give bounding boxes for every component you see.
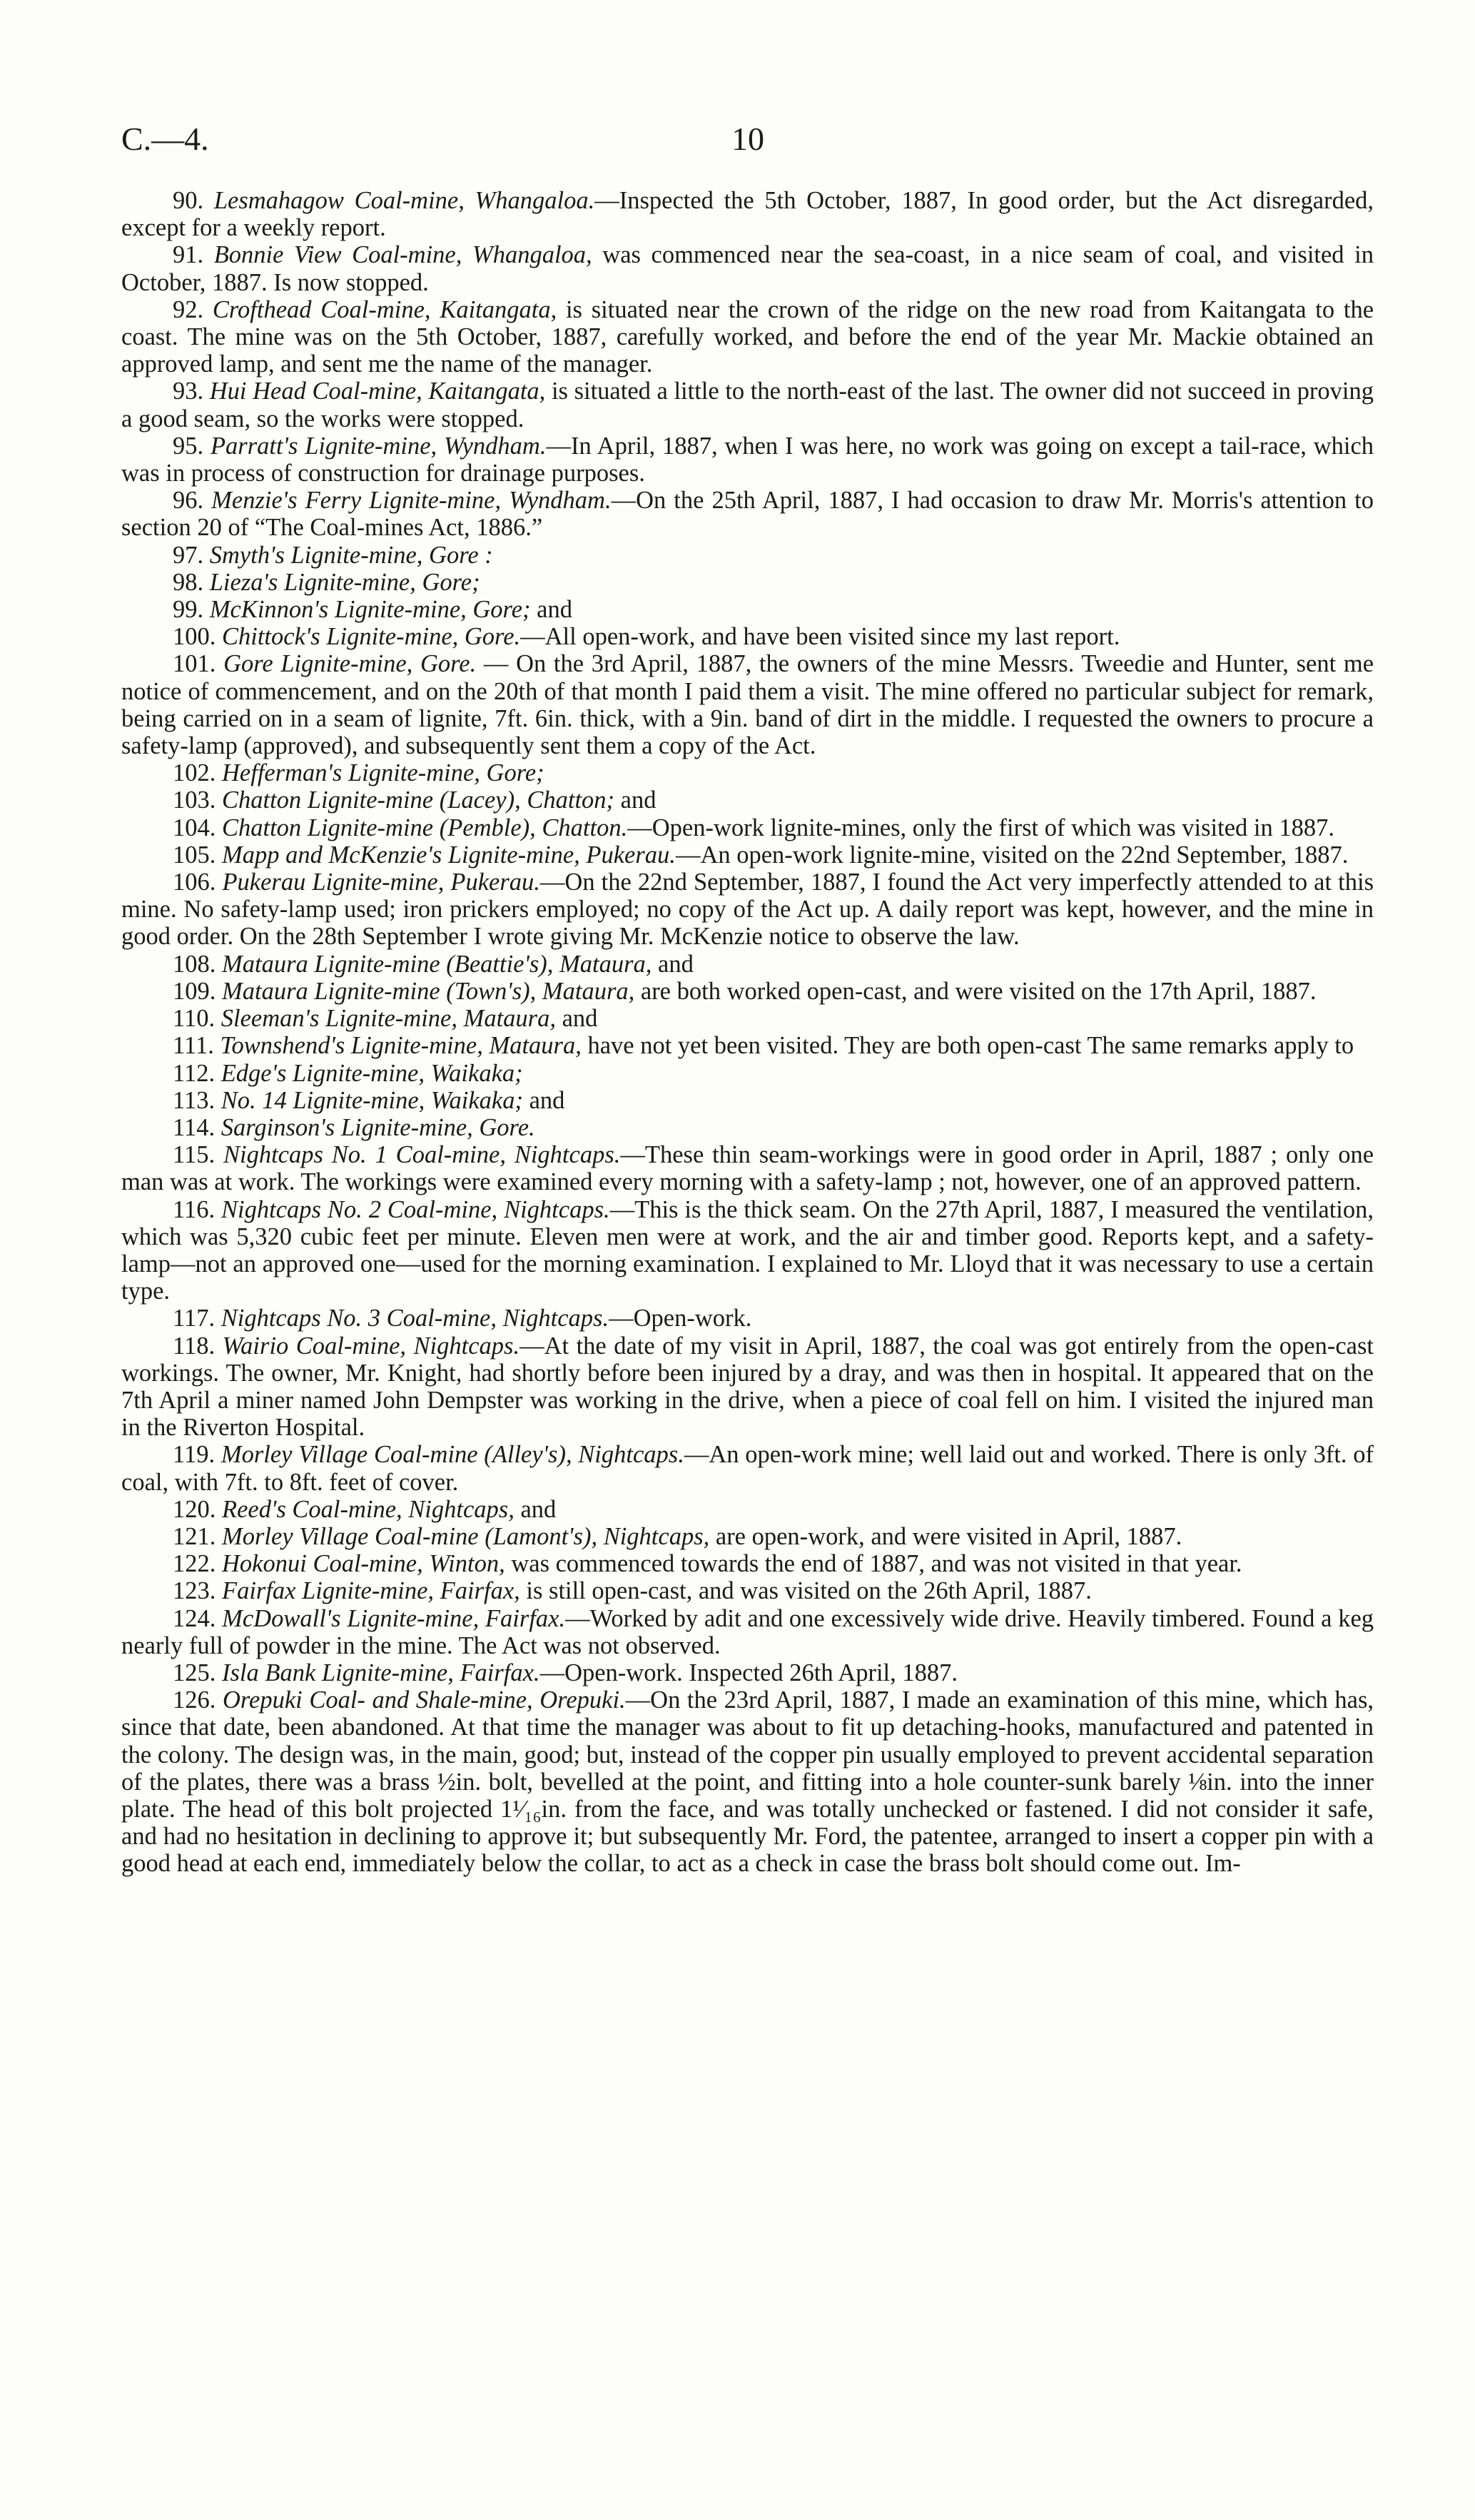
paragraph-number: 101. <box>173 650 216 678</box>
paragraph-text: is situated a little to the north-east of the last. The owner did not succeed in proving a good seam, so the works were stopped. <box>121 378 1374 432</box>
paragraph <box>121 841 1374 869</box>
mine-title: Lesmahagow Coal-mine, Whangaloa. <box>213 187 595 214</box>
paragraph-number: 98. <box>173 568 204 596</box>
mine-title: Wairio Coal-mine, Nightcaps. <box>222 1332 520 1360</box>
paragraph <box>121 1060 1374 1087</box>
paragraph-text: —This is the thick seam. On the 27th April, 1887, I measured the ventilation, which was 5,320 cubic feet per minute. Eleven men were at work, and the air and timber good. Reports kept, and a safety-lamp—not an approved one—used for the morning examination. I explained to Mr. Lloyd that it was necessary to use a certain type. <box>121 1195 1374 1305</box>
mine-title: Nightcaps No. 3 Coal-mine, Nightcaps. <box>221 1305 609 1332</box>
paragraph-text: and <box>652 950 694 978</box>
paragraph-number: 121. <box>173 1522 216 1550</box>
paragraph-text: —On the 23rd April, 1887, I made an examination of this mine, which has, since that date, been abandoned. At that time the manager was about to fit up detaching-hooks, manufactured and patented in the colony. The design was, in the main, good; but, instead of the copper pin usually employed to prevent accidental separation of the plates, there was a brass ½in. bolt, bevelled at the point, and fitting into a hole counter-sunk barely ⅛in. into the inner plate. The head of this bolt projected 1¹⁄₁₆in. from the face, and was totally unchecked or fastened. I did not consider it safe, and had no hesitation in declining to approve it; but subsequently Mr. Ford, the patentee, arranged to insert a copper pin with a good head at each end, immediately below the collar, to act as a check in case the brass bolt should come out. Im- <box>121 1686 1374 1878</box>
paragraph-number: 105. <box>173 841 216 869</box>
paragraph-text: —These thin seam-workings were in good order in April, 1887 ; only one man was at work. The workings were examined every morning with a safety-lamp ; not, however, one of an approved pattern. <box>121 1141 1374 1196</box>
mine-title: Parratt's Lignite-mine, Wyndham. <box>210 432 547 460</box>
paragraph-text: —All open-work, and have been visited since my last report. <box>520 623 1120 651</box>
paragraph-number: 119. <box>173 1441 216 1469</box>
paragraph-number: 118. <box>173 1332 216 1360</box>
mine-title: No. 14 Lignite-mine, Waikaka; <box>221 1086 523 1114</box>
paragraph <box>121 786 1374 814</box>
paragraph-number: 92. <box>173 295 204 323</box>
paragraph <box>121 1686 1374 1877</box>
paragraph-number: 108. <box>173 950 216 978</box>
mine-title: Reed's Coal-mine, Nightcaps, <box>222 1495 515 1523</box>
paragraph-number: 91. <box>173 241 204 269</box>
paragraph-text: was commenced near the sea-coast, in a nice seam of coal, and visited in October, 1887. Is now stopped. <box>121 241 1374 296</box>
paragraph-number: 112. <box>173 1059 216 1087</box>
paragraph-text: is still open-cast, and was visited on the 26th April, 1887. <box>519 1577 1092 1605</box>
paragraph-number: 99. <box>173 596 204 624</box>
paragraph-text: —On the 22nd September, 1887, I found the Act very imperfectly attended to at this mine. No safety-lamp used; iron prickers employed; no copy of the Act up. A daily report was kept, however, and the mine in good order. On the 28th September I wrote giving Mr. McKenzie notice to observe the law. <box>121 869 1374 951</box>
paragraph-text: are open-work, and were visited in April, 1887. <box>709 1522 1182 1550</box>
mine-title: Orepuki Coal- and Shale-mine, Orepuki. <box>222 1686 626 1714</box>
paragraph <box>121 187 1374 241</box>
paragraph-text: —In April, 1887, when I was here, no work was going on except a tail-race, which was in process of construction for drainage purposes. <box>121 432 1374 487</box>
mine-title: Hui Head Coal-mine, Kaitangata, <box>209 378 546 405</box>
paragraph <box>121 1496 1374 1523</box>
paragraph <box>121 1659 1374 1686</box>
mine-title: Sarginson's Lignite-mine, Gore. <box>221 1113 535 1141</box>
mine-title: Morley Village Coal-mine (Alley's), Nightcaps. <box>221 1441 684 1469</box>
paragraph-text: —At the date of my visit in April, 1887, the coal was got entirely from the open-cast workings. The owner, Mr. Knight, had shortly before been injured by a dray, and was then in hospital. It appeared that on the 7th April a miner named John Dempster was working in the drive, when a piece of coal fell on him. I visited the injured man in the Riverton Hospital. <box>121 1332 1374 1442</box>
mine-title: Hokonui Coal-mine, Winton, <box>222 1550 505 1578</box>
paragraph-text: is situated near the crown of the ridge on the new road from Kaitangata to the coast. The mine was on the 5th October, 1887, carefully worked, and before the end of the year Mr. Mackie obtained an approved lamp, and sent me the name of the manager. <box>121 295 1374 378</box>
paragraph <box>121 1332 1374 1442</box>
mine-title: Isla Bank Lignite-mine, Fairfax. <box>222 1659 540 1686</box>
paragraph-number: 106. <box>173 869 216 896</box>
mine-title: Chatton Lignite-mine (Lacey), Chatton; <box>222 786 615 814</box>
mine-title: Lieza's Lignite-mine, Gore; <box>209 568 480 596</box>
paragraph-text: —Open-work. <box>609 1305 752 1332</box>
mine-title: Smyth's Lignite-mine, Gore : <box>209 541 493 569</box>
paragraph-number: 113. <box>173 1086 216 1114</box>
mine-title: Mataura Lignite-mine (Town's), Mataura, <box>222 977 635 1005</box>
page-header <box>121 120 1377 163</box>
paragraph-text: are both worked open-cast, and were visited on the 17th April, 1887. <box>634 977 1317 1005</box>
paragraph-text: —On the 25th April, 1887, I had occasion to draw Mr. Morris's attention to section 20 of “The Coal-mines Act, 1886.” <box>121 487 1374 542</box>
paragraph-number: 100. <box>173 623 216 651</box>
paragraph-text: and <box>514 1495 557 1523</box>
paragraph <box>121 1605 1374 1659</box>
mine-title: Mataura Lignite-mine (Beattie's), Mataura, <box>222 950 652 978</box>
paragraph <box>121 623 1374 650</box>
paragraph-text: —Worked by adit and one excessively wide drive. Heavily timbered. Found a keg nearly full of powder in the mine. The Act was not observed. <box>121 1604 1374 1659</box>
paragraph <box>121 1032 1374 1059</box>
paragraph-text: —Open-work. Inspected 26th April, 1887. <box>539 1659 958 1686</box>
mine-title: Gore Lignite-mine, Gore. <box>223 650 477 678</box>
paragraph-text: —An open-work lignite-mine, visited on the 22nd September, 1887. <box>675 841 1349 869</box>
paragraph-number: 90. <box>173 187 204 214</box>
paragraph <box>121 1141 1374 1195</box>
body-text <box>121 187 1374 1878</box>
paragraph-number: 109. <box>173 977 216 1005</box>
paragraph-text: and <box>530 596 572 624</box>
paragraph <box>121 1005 1374 1032</box>
mine-title: Nightcaps No. 2 Coal-mine, Nightcaps. <box>221 1195 610 1223</box>
paragraph <box>121 569 1374 596</box>
paragraph-text: —Open-work lignite-mines, only the first of which was visited in 1887. <box>627 814 1334 841</box>
paragraph <box>121 1196 1374 1305</box>
paragraph-number: 111. <box>173 1032 214 1060</box>
paragraph <box>121 1441 1374 1495</box>
mine-title: Pukerau Lignite-mine, Pukerau. <box>222 869 540 896</box>
paragraph-text: —Inspected the 5th October, 1887, In good order, but the Act disregarded, except for a weekly report. <box>121 187 1374 242</box>
paragraph-number: 116. <box>173 1195 216 1223</box>
paragraph-number: 93. <box>173 378 204 405</box>
paragraph <box>121 241 1374 295</box>
mine-title: Mapp and McKenzie's Lignite-mine, Pukerau. <box>222 841 676 869</box>
paragraph-number: 114. <box>173 1113 216 1141</box>
mine-title: Townshend's Lignite-mine, Mataura, <box>220 1032 582 1060</box>
paragraph <box>121 814 1374 841</box>
paragraph-number: 110. <box>173 1005 216 1033</box>
paragraph-number: 124. <box>173 1604 216 1632</box>
paragraph-text: was commenced towards the end of 1887, and was not visited in that year. <box>505 1550 1242 1578</box>
mine-title: Morley Village Coal-mine (Lamont's), Nightcaps, <box>222 1522 710 1550</box>
paragraph-number: 120. <box>173 1495 216 1523</box>
mine-title: Bonnie View Coal-mine, Whangaloa, <box>213 241 592 269</box>
paragraph-number: 126. <box>173 1686 216 1714</box>
mine-title: McKinnon's Lignite-mine, Gore; <box>209 596 531 624</box>
page-number: 10 <box>731 121 764 157</box>
paragraph <box>121 1550 1374 1577</box>
paragraph-text: and <box>614 786 657 814</box>
paragraph-number: 125. <box>173 1659 216 1686</box>
paragraph <box>121 869 1374 951</box>
paragraph-number: 104. <box>173 814 216 841</box>
mine-title: Sleeman's Lignite-mine, Mataura, <box>221 1005 556 1033</box>
paragraph-text: — On the 3rd April, 1887, the owners of the mine Messrs. Tweedie and Hunter, sent me notice of commencement, and on the 20th of that month I paid them a visit. The mine offered no particular subject for remark, being carried on in a seam of lignite, 7ft. 6in. thick, with a 9in. band of dirt in the middle. I requested the owners to procure a safety-lamp (approved), and subsequently sent them a copy of the Act. <box>121 650 1374 760</box>
paragraph-number: 122. <box>173 1550 216 1578</box>
paragraph-number: 103. <box>173 786 216 814</box>
paragraph <box>121 432 1374 487</box>
mine-title: Crofthead Coal-mine, Kaitangata, <box>212 295 557 323</box>
paragraph <box>121 1577 1374 1604</box>
paragraph-text: and <box>522 1086 565 1114</box>
paragraph-text: and <box>555 1005 598 1033</box>
document-code: C.—4. <box>121 121 209 157</box>
paragraph <box>121 487 1374 541</box>
paragraph <box>121 596 1374 623</box>
mine-title: Menzie's Ferry Lignite-mine, Wyndham. <box>211 487 612 515</box>
mine-title: Fairfax Lignite-mine, Fairfax, <box>222 1577 520 1605</box>
paragraph-number: 117. <box>173 1305 216 1332</box>
paragraph-number: 115. <box>173 1141 216 1169</box>
paragraph <box>121 1114 1374 1141</box>
mine-title: Edge's Lignite-mine, Waikaka; <box>221 1059 523 1087</box>
paragraph <box>121 1087 1374 1114</box>
paragraph-number: 97. <box>173 541 204 569</box>
paragraph-number: 96. <box>173 487 204 515</box>
paragraph-number: 123. <box>173 1577 216 1605</box>
paragraph <box>121 650 1374 759</box>
paragraph <box>121 542 1374 569</box>
paragraph <box>121 1523 1374 1550</box>
paragraph <box>121 296 1374 378</box>
paragraph <box>121 759 1374 786</box>
paragraph-number: 102. <box>173 759 216 787</box>
paragraph <box>121 978 1374 1005</box>
paragraph-text: —An open-work mine; well laid out and worked. There is only 3ft. of coal, with 7ft. to 8ft. feet of cover. <box>121 1441 1374 1496</box>
mine-title: Chittock's Lignite-mine, Gore. <box>222 623 521 651</box>
paragraph <box>121 951 1374 978</box>
paragraph-text: have not yet been visited. They are both open-cast The same remarks apply to <box>581 1032 1354 1060</box>
mine-title: Nightcaps No. 1 Coal-mine, Nightcaps. <box>223 1141 621 1169</box>
mine-title: McDowall's Lignite-mine, Fairfax. <box>222 1604 566 1632</box>
paragraph <box>121 378 1374 432</box>
paragraph <box>121 1305 1374 1332</box>
mine-title: Chatton Lignite-mine (Pemble), Chatton. <box>222 814 628 841</box>
paragraph-number: 95. <box>173 432 204 460</box>
mine-title: Hefferman's Lignite-mine, Gore; <box>222 759 544 787</box>
